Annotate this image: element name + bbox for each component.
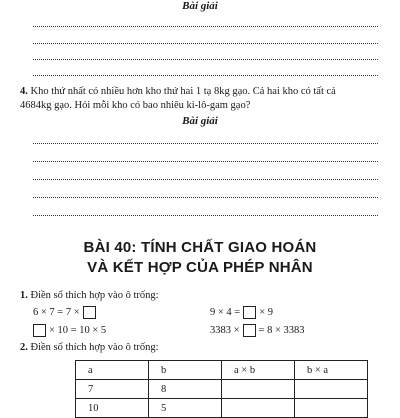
question-1-text: Điền số thích hợp vào ô trống: (30, 290, 159, 301)
question-2-number: 2. (20, 342, 28, 353)
problem-4-number: 4. (20, 86, 28, 97)
equation-3-right: × 10 = 10 × 5 (49, 325, 107, 336)
equation-4 (210, 324, 305, 337)
table-header: b × a (295, 361, 368, 380)
answer-line[interactable] (33, 143, 378, 144)
answer-line[interactable] (33, 26, 378, 27)
lesson-title-line1: BÀI 40: TÍNH CHẤT GIAO HOÁN (83, 239, 317, 256)
table-cell: 10 (76, 399, 149, 418)
table-header: a × b (222, 361, 295, 380)
answer-line[interactable] (33, 215, 378, 216)
table-row (76, 399, 368, 418)
problem-4 (20, 85, 385, 113)
problem-4-line2: 4684kg gạo. Hỏi mỗi kho có bao nhiêu ki-lô-gam gạo? (20, 100, 251, 111)
equation-2 (210, 306, 273, 319)
answer-line[interactable] (33, 43, 378, 44)
table-cell-answer[interactable] (222, 380, 295, 399)
equation-1 (33, 306, 96, 319)
answer-line[interactable] (33, 197, 378, 198)
equation-1-left: 6 × 7 = 7 × (33, 307, 80, 318)
answer-box[interactable] (243, 306, 256, 319)
equation-3 (33, 324, 106, 337)
table-cell: 5 (149, 399, 222, 418)
problem-4-line1 (20, 85, 385, 99)
table-header-row (76, 361, 368, 380)
answer-line[interactable] (33, 179, 378, 180)
equation-2-left: 9 × 4 = (210, 307, 241, 318)
problem-4-text-1: Kho thứ nhất có nhiều hơn kho thứ hai 1 tạ 8kg gạo. Cả hai kho có tất cả (30, 86, 336, 97)
answer-box[interactable] (33, 324, 46, 337)
answer-box[interactable] (243, 324, 256, 337)
answer-box[interactable] (83, 306, 96, 319)
table-cell: 7 (76, 380, 149, 399)
multiplication-table (75, 360, 368, 418)
table-header: b (149, 361, 222, 380)
table-cell-answer[interactable] (295, 380, 368, 399)
question-2 (20, 342, 159, 353)
equation-4-left: 3383 × (210, 325, 240, 336)
question-1 (20, 290, 159, 301)
solution-heading-problem-4: Bài giải (182, 115, 218, 127)
table-cell-answer[interactable] (222, 399, 295, 418)
answer-line[interactable] (33, 161, 378, 162)
table-header: a (76, 361, 149, 380)
equation-2-right: × 9 (259, 307, 274, 318)
solution-heading-top: Bài giải (182, 0, 218, 12)
lesson-title-line2: VÀ KẾT HỢP CỦA PHÉP NHÂN (87, 259, 313, 276)
question-2-text: Điền số thích hợp vào ô trống: (30, 342, 159, 353)
answer-line[interactable] (33, 59, 378, 60)
equation-4-right: = 8 × 3383 (258, 325, 305, 336)
table-cell: 8 (149, 380, 222, 399)
answer-line[interactable] (33, 75, 378, 76)
table-cell-answer[interactable] (295, 399, 368, 418)
table-row (76, 380, 368, 399)
question-1-number: 1. (20, 290, 28, 301)
